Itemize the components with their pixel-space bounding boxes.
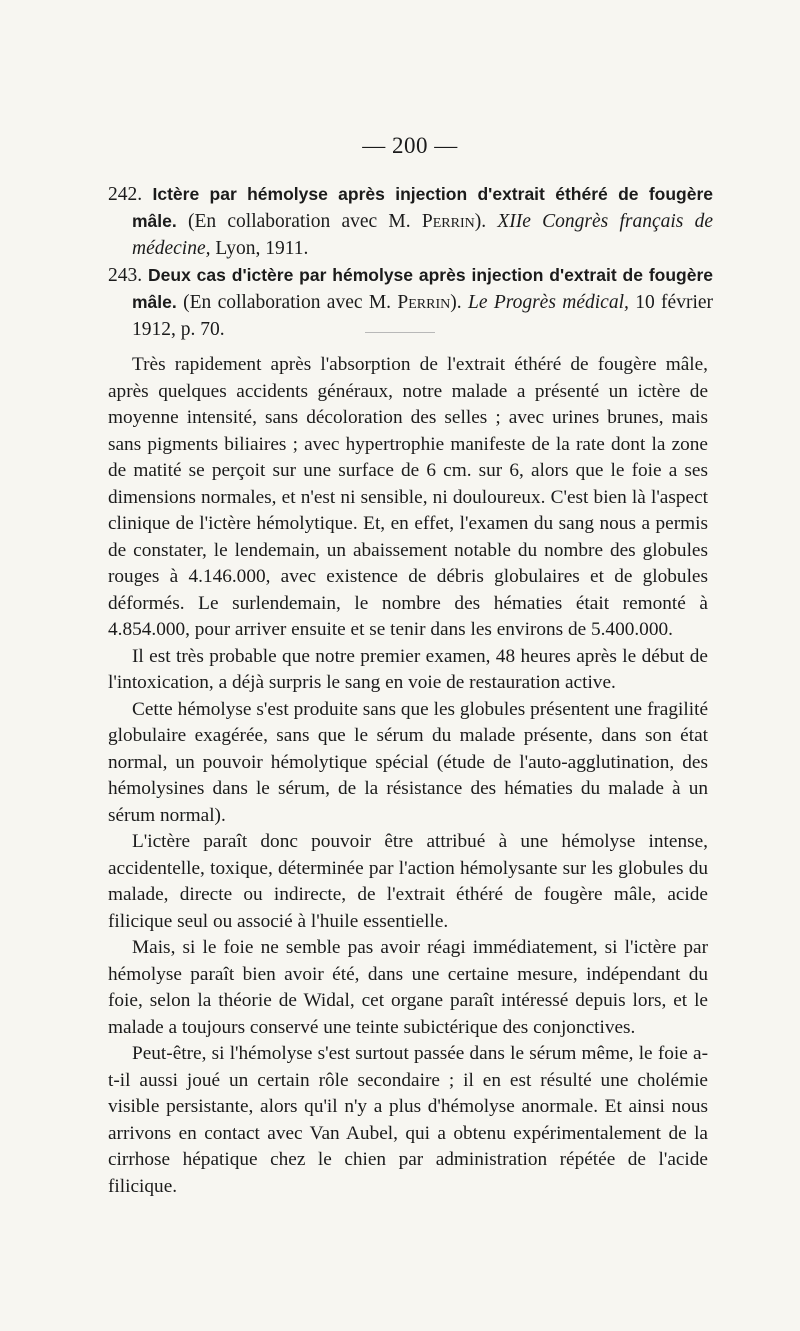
separator-rule [365,332,435,333]
entry-author: Perrin [397,292,451,313]
entry-venue: Le Progrès médical, [467,292,629,313]
paragraph: Il est très probable que notre premier examen, 48 heures après le début de l'intoxication, a déjà surpris le sang en voie de restauration active. [108,645,708,693]
paragraph: Peut-être, si l'hémolyse s'est surtout passée dans le sérum même, le foie a-t-il aussi joué un certain rôle secondaire ; il en est résulté une cholémie visible persistante, alors qu'il n'y a plus d'hémolyse anormale. Et ainsi nous arrivons en contact avec Van Aubel, qui a obtenu expérimentalement de la cirrhose hépatique chez le chien par administration répétée de l'acide filicique. [108,1043,708,1197]
entry-date: 10 février 1912, p. 70. [132,292,714,340]
entry-title: Ictère par hémolyse après injection d'extrait éthéré de fougère mâle. [132,184,714,231]
bibliography-entry-243 [108,262,713,343]
paragraph: L'ictère paraît donc pouvoir être attribué à une hémolyse intense, accidentelle, toxique, déterminée par l'action hémolysante sur les globules du malade, directe ou indirecte, de l'extrait éthéré de fougère mâle, acide filicique seul ou associé à l'huile essentielle. [108,831,708,932]
entry-number: 242. [108,184,143,205]
entry-title: Deux cas d'ictère par hémolyse après injection d'extrait de fougère mâle. [132,265,713,312]
page-number: — 200 — [362,133,458,158]
entry-sep: ). [474,211,498,232]
entry-collab: (En collaboration avec M. [176,211,422,232]
paragraph: Cette hémolyse s'est produite sans que les globules présentent une fragilité globulaire exagérée, sans que le sérum du malade présente, dans son état normal, un pouvoir hémolytique spécial (étude de l'auto-agglutination, des hémolysines dans le sérum, de la résistance des hématies du malade à un sérum normal). [108,698,708,826]
entry-collab: (En collaboration avec M. [176,292,398,313]
paragraph: Mais, si le foie ne semble pas avoir réagi immédiatement, si l'ictère par hémolyse paraît bien avoir été, dans une certaine mesure, indépendant du foie, selon la théorie de Widal, cet organe paraît intéressé depuis lors, et le malade a toujours conservé une teinte subictérique des conjonctives. [108,937,708,1038]
body-text [108,352,708,1200]
entry-sep: ). [450,292,468,313]
entry-number: 243. [108,265,143,286]
entry-author: Perrin [421,211,475,232]
paragraph: Très rapidement après l'absorption de l'extrait éthéré de fougère mâle, après quelques accidents généraux, notre malade a présenté un ictère de moyenne intensité, sans décoloration des selles ; avec urines brunes, mais sans pigments biliaires ; avec hypertrophie manifeste de la rate dont la zone de matité se perçoit sur une surface de 6 cm. sur 6, alors que le foie a ses dimensions normales, et n'est ni sensible, ni douloureux. C'est bien là l'aspect clinique de l'ictère hémolytique. Et, en effet, l'examen du sang nous a permis de constater, le lendemain, un abaissement notable du nombre des globules rouges à 4.146.000, avec existence de débris globulaires et de globules déformés. Le surlendemain, le nombre des hématies était remonté à 4.854.000, pour arriver ensuite et se tenir dans les environs de 5.400.000. [108,354,708,640]
entry-venue: XIIe Congrès français de médecine, [132,211,714,259]
bibliography-entry-242 [108,181,713,262]
entry-date: Lyon, 1911. [210,238,309,259]
